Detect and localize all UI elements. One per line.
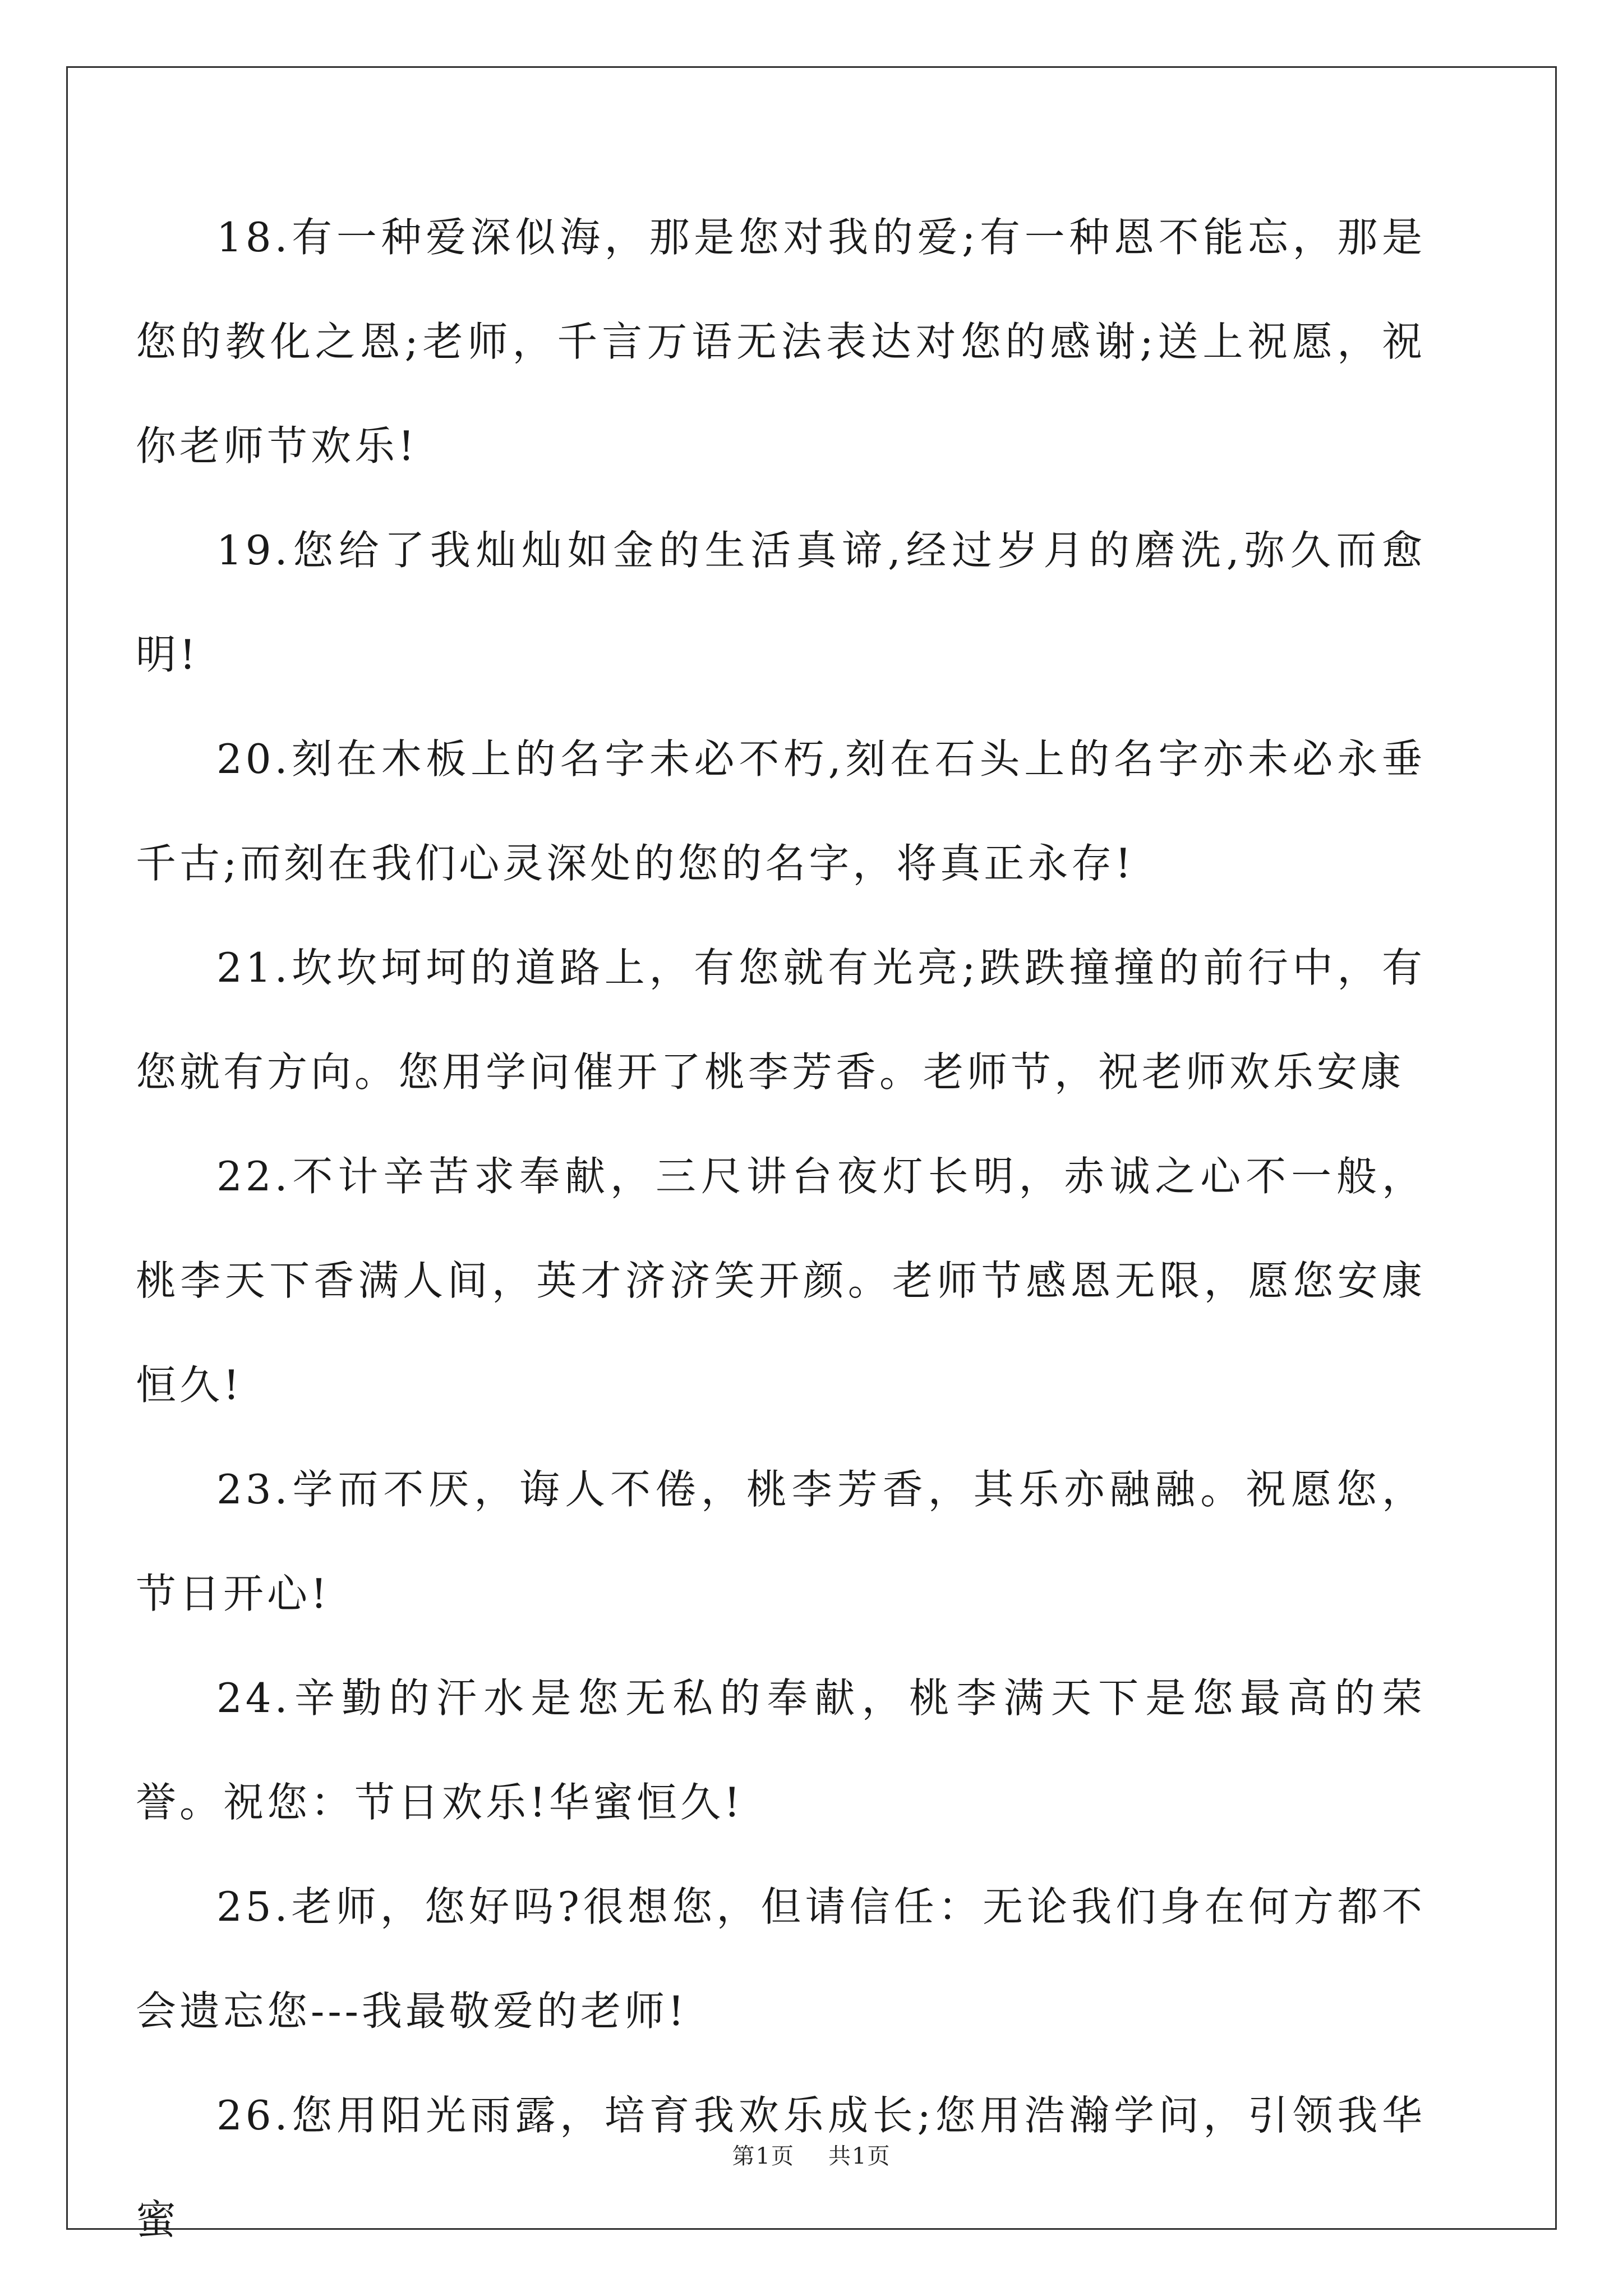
paragraph-20: 20.刻在木板上的名字未必不朽,刻在石头上的名字亦未必永垂千古;而刻在我们心灵深处的您的名字，将真正永存! xyxy=(136,735,1426,887)
paragraph-22: 22.不计辛苦求奉献，三尺讲台夜灯长明，赤诚之心不一般，桃李天下香满人间，英才济济笑开颜。老师节感恩无限，愿您安康恒久! xyxy=(136,1153,1426,1409)
page-total-label: 共1页 xyxy=(828,2143,891,2169)
paragraph-21: 21.坎坎坷坷的道路上，有您就有光亮;跌跌撞撞的前行中，有您就有方向。您用学问催开了桃李芳香。老师节，祝老师欢乐安康 xyxy=(136,944,1426,1096)
paragraph-18: 18.有一种爱深似海，那是您对我的爱;有一种恩不能忘，那是您的教化之恩;老师，千言万语无法表达对您的感谢;送上祝愿，祝你老师节欢乐! xyxy=(136,214,1426,470)
paragraph-26: 26.您用阳光雨露，培育我欢乐成长;您用浩瀚学问，引领我华蜜 xyxy=(136,2092,1426,2243)
page-current-label: 第1页 xyxy=(732,2143,795,2169)
page-footer xyxy=(0,2138,1623,2170)
document-body xyxy=(136,185,1426,2272)
paragraph-19: 19.您给了我灿灿如金的生活真谛,经过岁月的磨洗,弥久而愈明! xyxy=(136,527,1426,678)
paragraph-24: 24.辛勤的汗水是您无私的奉献，桃李满天下是您最高的荣誉。祝您：节日欢乐!华蜜恒久! xyxy=(136,1674,1426,1826)
paragraph-23: 23.学而不厌，诲人不倦，桃李芳香，其乐亦融融。祝愿您，节日开心! xyxy=(136,1466,1426,1617)
paragraph-25: 25.老师，您好吗?很想您，但请信任：无论我们身在何方都不会遗忘您---我最敬爱的老师! xyxy=(136,1883,1426,2035)
